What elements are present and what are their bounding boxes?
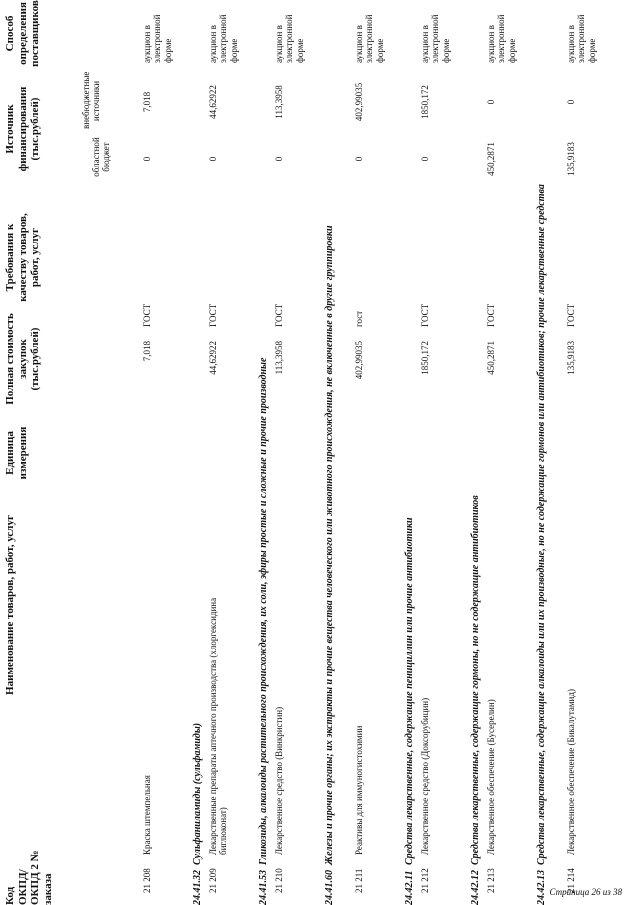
row-method: аукцион в электронной форме [420, 14, 451, 63]
category-code: 24.41.32 [192, 870, 203, 905]
row-regional: 0 [274, 156, 284, 162]
row-quality: ГОСТ [274, 303, 284, 327]
category-code: 24.42.11 [404, 870, 415, 905]
header-quality: Требования к качеству товаров, работ, услуг [4, 213, 42, 302]
row-quality: ГОСТ [208, 303, 218, 327]
row-extra: 0 [566, 99, 576, 105]
row-quality: ГОСТ [142, 303, 152, 327]
row-method: аукцион в электронной форме [566, 14, 597, 63]
row-name: Лекарственные препараты аптечного производства (хлоргексидина биглюконат) [208, 597, 229, 855]
category-title: Средства лекарственные, содержащие пенициллин или прочие антибиотики [404, 517, 415, 865]
row-name: Лекарственное обеспечение (Бусерелин) [486, 699, 496, 855]
row-number: 21 211 [354, 868, 364, 893]
row-extra: 7,018 [142, 91, 152, 113]
category-title: Гликозиды, алкалоиды растительного происхождения, их соли, эфиры простые и сложные и прочие производные [258, 357, 269, 865]
category-code: 24.42.13 [536, 870, 547, 905]
row-number: 21 212 [420, 868, 430, 893]
category-title: Средства лекарственные, содержащие алкалоиды или их производные, но не содержащие гормонов или антибиотиков; прочие лекарственные средства [536, 184, 547, 865]
header-source: Источник финансирования (тыс.рублей) [4, 86, 42, 172]
row-extra: 0 [486, 99, 496, 105]
row-name: Лекарственное обеспечение (Бикалутамид) [566, 689, 576, 855]
row-name: Реактивы для иммуногистохимии [354, 725, 364, 855]
category-title: Средства лекарственные, содержащие гормоны, но не содержащие антибиотиков [470, 495, 481, 865]
row-regional: 0 [354, 156, 364, 162]
row-regional: 0 [420, 156, 430, 162]
row-regional: 135,9183 [566, 142, 576, 176]
row-total: 113,3958 [274, 341, 284, 375]
row-quality: гост [354, 310, 364, 327]
row-quality: ГОСТ [566, 303, 576, 327]
row-total: 44,62922 [208, 341, 218, 375]
row-regional: 0 [142, 156, 152, 162]
row-total: 135,9183 [566, 341, 576, 375]
row-total: 7,018 [142, 341, 152, 362]
row-regional: 0 [208, 156, 218, 162]
row-number: 21 214 [566, 868, 576, 893]
row-name: Лекарственное средство (Доксорубицин) [420, 697, 430, 855]
header-code: Код ОКПД/ ОКПД 2 № заказа [4, 850, 54, 905]
row-extra: 1850,172 [420, 85, 430, 119]
row-method: аукцион в электронной форме [142, 14, 173, 63]
row-quality: ГОСТ [420, 303, 430, 327]
page-number: Страница 26 из 38 [549, 887, 622, 897]
row-extra: 402,99035 [354, 82, 364, 122]
row-total: 402,99035 [354, 341, 364, 380]
row-total: 1850,172 [420, 341, 430, 375]
row-number: 21 210 [274, 868, 284, 893]
row-method: аукцион в электронной форме [354, 14, 385, 63]
category-code: 24.41.60 [324, 870, 335, 905]
row-extra: 44,62922 [208, 85, 218, 119]
row-number: 21 208 [142, 868, 152, 893]
row-extra: 113,3958 [274, 85, 284, 119]
header-method: Способ определения поставщиков [4, 0, 42, 67]
row-number: 21 213 [486, 868, 496, 893]
row-quality: ГОСТ [486, 303, 496, 327]
row-total: 450,2871 [486, 341, 496, 375]
row-method: аукцион в электронной форме [486, 14, 517, 63]
row-name: Лекарственное средство (Винкристин) [274, 706, 284, 855]
header-source-extra: внебюджетные источники [81, 71, 101, 129]
header-name: Наименование товаров, работ, услуг [4, 515, 16, 695]
row-method: аукцион в электронной форме [274, 14, 305, 63]
category-title: Сульфаниламиды (сульфамиды) [192, 722, 203, 865]
row-number: 21 209 [208, 868, 218, 893]
category-code: 24.42.12 [470, 870, 481, 905]
row-regional: 450,2871 [486, 142, 496, 176]
header-source-regional: областной бюджет [91, 137, 111, 177]
row-method: аукцион в электронной форме [208, 14, 239, 63]
header-unit: Единица измерения [4, 426, 29, 480]
header-total: Полная стоимость закупок (тыс.рублей) [4, 313, 42, 405]
row-name: Краска штемпельная [142, 775, 152, 855]
category-title: Железы и прочие органы; их экстракты и прочие вещества человеческого или животного происхождения, не включенные в другие группировки [324, 225, 335, 865]
category-code: 24.41.53 [258, 870, 269, 905]
